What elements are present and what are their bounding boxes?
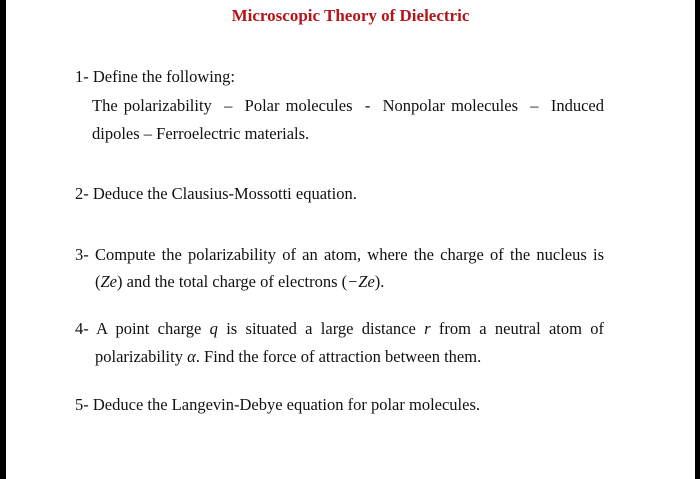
question-1-text: Define the following: — [92, 67, 235, 86]
question-4-text-part: . Find the force of attraction between them. — [195, 347, 482, 366]
question-3-text-part: ( — [95, 272, 101, 291]
question-5 — [75, 395, 480, 415]
question-4-text-part: polarizability — [95, 347, 188, 366]
question-3-text: Compute the polarizability of an atom, where the charge of the nucleus is — [94, 245, 604, 264]
math-negative-ze: −Ze — [347, 272, 375, 291]
question-3-text-part: ). — [374, 272, 385, 291]
math-r: r — [424, 319, 431, 338]
question-2-number: 2- — [75, 184, 89, 203]
question-3 — [75, 245, 604, 265]
question-4-text-part: A point charge — [96, 319, 210, 338]
question-1-number: 1- — [75, 67, 89, 86]
question-4-text-part: is situated a large distance — [217, 319, 425, 338]
question-2-text: Deduce the Clausius-Mossotti equation. — [92, 184, 357, 203]
question-5-number: 5- — [75, 395, 89, 414]
question-3-number: 3- — [75, 245, 89, 264]
math-alpha: α — [187, 347, 196, 366]
question-4-number: 4- — [75, 319, 89, 338]
math-ze: Ze — [100, 272, 117, 291]
question-4-text-part: from a neutral atom of — [430, 319, 605, 338]
question-4 — [75, 319, 604, 339]
math-q: q — [209, 319, 218, 338]
question-3-text-part: ) and the total charge of electrons ( — [117, 272, 348, 291]
document-page — [6, 0, 695, 479]
question-1-line-2: The polarizability – Polar molecules - Nonpolar molecules – Induced — [92, 96, 604, 115]
page-title: Microscopic Theory of Dielectric — [231, 6, 470, 25]
question-3-line-2 — [95, 272, 384, 292]
question-5-text: Deduce the Langevin-Debye equation for polar molecules. — [92, 395, 481, 414]
question-4-line-2 — [95, 347, 481, 367]
question-1 — [75, 67, 235, 87]
question-1-line-3: dipoles – Ferroelectric materials. — [92, 124, 310, 143]
question-2 — [75, 184, 357, 204]
